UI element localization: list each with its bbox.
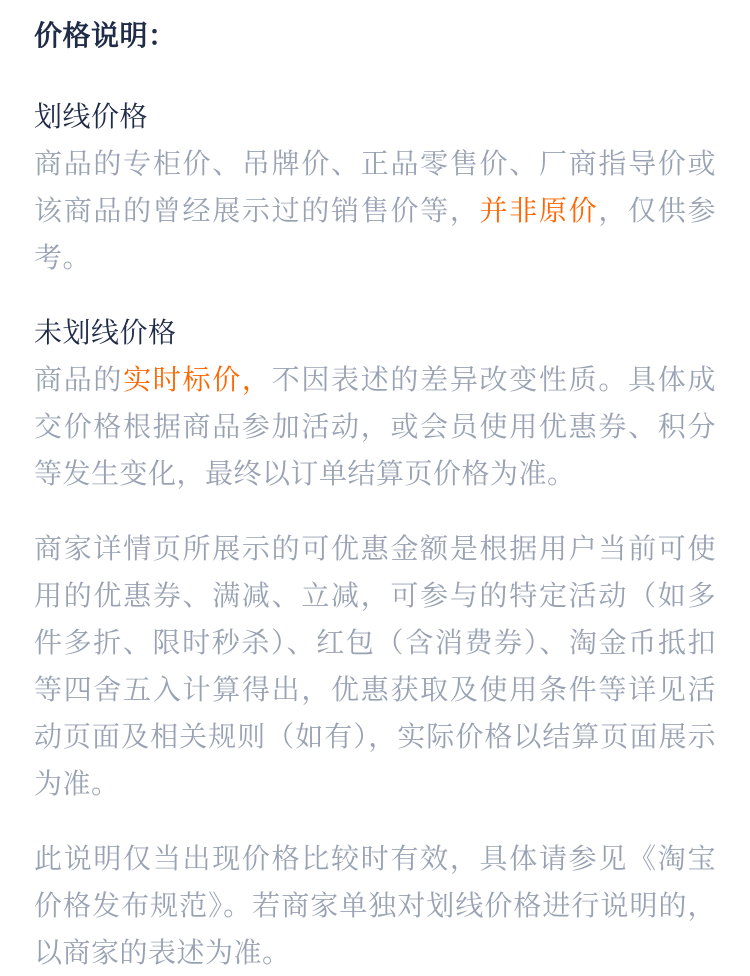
price-section [34,525,716,807]
price-section [34,835,716,976]
section-heading: 未划线价格 [34,317,177,348]
section-paragraph [34,356,716,497]
body-text: 商品的 [34,364,124,395]
body-text: ，仅供参考。 [34,195,716,273]
section-paragraph [34,525,716,807]
section-paragraph [34,140,716,281]
price-sections [34,93,716,976]
page-title: 价格说明： [34,20,177,51]
price-section [34,309,716,497]
price-section [34,93,716,281]
body-text: 商品的专柜价、吊牌价、正品零售价、厂商指导价或该商品的曾经展示过的销售价等， [34,148,716,226]
body-text: 不因表述的差异改变性质。具体成交价格根据商品参加活动，或会员使用优惠券、积分等发生变化，最终以订单结算页价格为准。 [34,364,716,489]
section-paragraph [34,835,716,976]
highlighted-text: 实时标价， [123,364,272,395]
section-heading: 划线价格 [34,101,149,132]
highlighted-text: 并非原价 [479,195,599,226]
body-text: 商家详情页所展示的可优惠金额是根据用户当前可使用的优惠券、满减、立减，可参与的特定活动（如多件多折、限时秒杀）、红包（含消费券）、淘金币抵扣等四舍五入计算得出，优惠获取及使用条件等详见活动页面及相关规则（如有），实际价格以结算页面展示为准。 [34,533,716,799]
body-text: 此说明仅当出现价格比较时有效，具体请参见《淘宝价格发布规范》。若商家单独对划线价格进行说明的，以商家的表述为准。 [34,843,716,968]
